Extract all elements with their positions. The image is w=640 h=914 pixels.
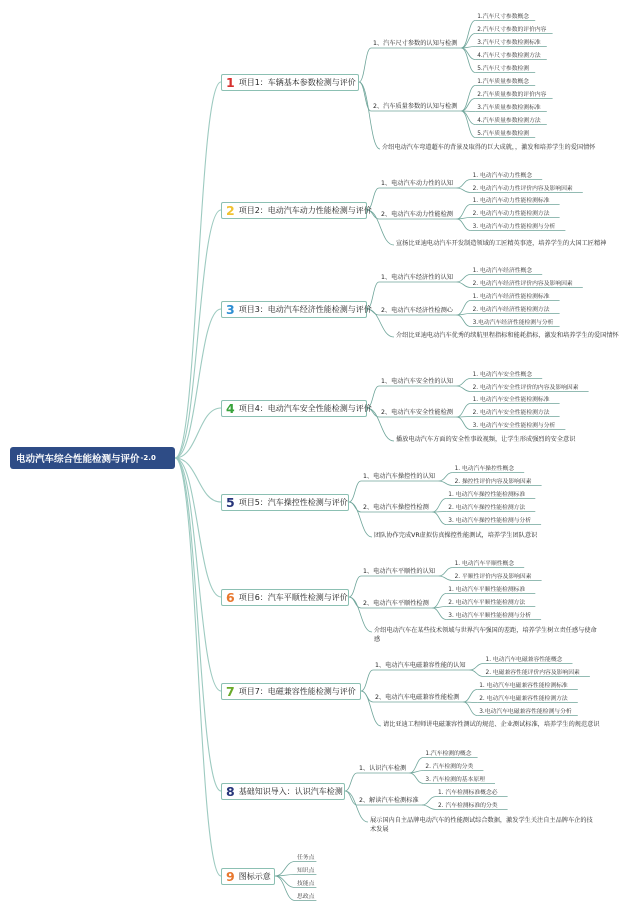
branch-p4-g1-i1 <box>457 379 471 387</box>
branch-p4-g2-i1 <box>457 404 471 418</box>
project-title: 项目6：汽车平顺性检测与评价 <box>238 592 348 602</box>
project-title: 图标示意 <box>238 871 271 881</box>
branch-p6-g2 <box>349 597 361 608</box>
leaf-item: 1.汽车尺寸参数概念 <box>477 13 530 20</box>
leaf-item: 3. 电动汽车动力性能检测与分析 <box>472 223 556 230</box>
project-node-9[interactable] <box>221 868 275 885</box>
project-number: 1 <box>226 74 235 90</box>
branch-p3-g1-i2 <box>457 282 471 288</box>
branch-p2-g1-i2 <box>457 188 471 193</box>
branch-legend-4 <box>275 876 295 901</box>
project-title: 项目2：电动汽车动力性能检测与评价 <box>238 205 372 215</box>
leaf-item: 2. 电磁兼容性能评价内容及影响因素 <box>485 669 580 676</box>
subtopic-label: 1、电动汽车操控性的认知 <box>363 473 435 480</box>
subtopic-label: 1、电动汽车安全性的认知 <box>381 378 453 385</box>
leaf-item: 4.汽车尺寸参数检测方法 <box>477 52 541 59</box>
branch-p6-g2-i1 <box>432 594 446 609</box>
project-number: 5 <box>226 494 235 510</box>
leaf-item: 1.汽车质量参数概念 <box>477 78 530 85</box>
subtopic-label: 2、解读汽车检测标准 <box>359 797 419 804</box>
legend-item: 技能点 <box>297 880 315 887</box>
ideology-description: 播放电动汽车方面的安全性事故视频，让学生形成强烈的安全意识 <box>396 436 576 443</box>
leaf-item: 2. 汽车检测标准的分类 <box>438 802 498 809</box>
branch-project-8 <box>175 458 221 791</box>
project-node-7[interactable] <box>221 683 361 700</box>
leaf-item: 2. 电动汽车动力性能检测方法 <box>472 210 550 217</box>
branch-p1-desc <box>359 82 380 149</box>
branch-legend-3 <box>275 876 295 888</box>
branch-p2-g1-i1 <box>457 180 471 189</box>
branch-p7-g2-i1 <box>463 690 477 703</box>
project-number: 7 <box>226 683 235 699</box>
branch-p8-g1 <box>345 773 357 791</box>
branch-project-2 <box>175 210 221 458</box>
project-node-5[interactable] <box>221 494 349 511</box>
project-title: 项目1：车辆基本参数检测与评价 <box>238 77 356 87</box>
subtopic-label: 1、汽车尺寸参数的认知与检测 <box>373 40 458 47</box>
branch-p5-g1 <box>349 481 361 502</box>
legend-item: 任务点 <box>297 854 315 861</box>
leaf-item: 2. 电动汽车安全性评价的内容及影响因素 <box>472 384 579 391</box>
subtopic-label: 2、电动汽车安全性能检测 <box>381 409 453 416</box>
leaf-item: 2. 汽车检测的分类 <box>425 763 474 770</box>
subtopic-label: 1、电动汽车动力性的认知 <box>381 180 453 187</box>
branch-p7-g1-i1 <box>470 664 484 671</box>
branch-p6-g1-i1 <box>439 568 453 577</box>
leaf-item: 2. 电动汽车操控性能检测方法 <box>448 504 526 511</box>
leaf-item: 2. 电动汽车平顺性能检测方法 <box>448 599 526 606</box>
branch-legend-1 <box>275 862 295 877</box>
subtopic-label: 1、电动汽车电磁兼容性能的认知 <box>375 662 466 669</box>
branch-project-5 <box>175 458 221 502</box>
branch-p8-g1-i3 <box>409 773 423 784</box>
ideology-description: 介绍比亚迪电动汽车优秀的续航里程指标和能耗指标，激发和培养学生的爱国情怀 <box>396 332 619 339</box>
leaf-item: 3. 电动汽车安全性能检测与分析 <box>472 422 556 429</box>
branch-p2-g2-i1 <box>457 205 471 220</box>
ideology-description: 展示国内自主品牌电动汽车的性能测试综合数据，激发学生关注自主品牌车企的技术发展 <box>370 817 593 833</box>
leaf-item: 2. 电动汽车电磁兼容性能检测方法 <box>479 695 568 702</box>
branch-p7-g2-i3 <box>463 702 477 716</box>
leaf-item: 3.电动汽车经济性能检测与分析 <box>472 319 554 326</box>
project-title: 基础知识导入：认识汽车检测 <box>238 786 343 796</box>
root-title: 电动汽车综合性能检测与评价 <box>16 454 140 465</box>
legend-item: 知识点 <box>297 867 315 874</box>
branch-p1-g1-i4 <box>461 48 475 60</box>
project-title: 项目3：电动汽车经济性能检测与评价 <box>238 304 372 314</box>
leaf-item: 1. 电动汽车动力性能检测标准 <box>472 197 550 204</box>
branch-p1-g2-i1 <box>461 86 475 112</box>
branch-p1-g2-i2 <box>461 99 475 112</box>
branch-p7-g1 <box>361 670 373 691</box>
subtopic-label: 1、认识汽车检测 <box>359 765 407 772</box>
subtopic-label: 2、汽车质量参数的认知与检测 <box>373 103 458 110</box>
project-number: 2 <box>226 202 235 218</box>
branch-p6-g2-i3 <box>432 608 446 620</box>
leaf-item: 2. 操控性评价内容及影响因素 <box>454 478 532 485</box>
leaf-item: 1. 电动汽车经济性概念 <box>472 267 533 274</box>
project-number: 3 <box>226 301 235 317</box>
branch-p3-g1-i1 <box>457 275 471 283</box>
project-node-3[interactable] <box>221 301 372 318</box>
branch-p5-g1-i2 <box>439 481 453 486</box>
leaf-item: 2. 平顺性评价内容及影响因素 <box>454 573 532 580</box>
leaf-item: 3.汽车质量参数检测标准 <box>477 104 541 111</box>
leaf-item: 5.汽车质量参数检测 <box>477 130 530 137</box>
leaf-item: 3. 电动汽车操控性能检测与分析 <box>448 517 532 524</box>
branch-p5-g2-i3 <box>432 512 446 525</box>
branch-p1-g1 <box>359 48 371 82</box>
branch-project-7 <box>175 458 221 691</box>
branch-p6-g1-i2 <box>439 576 453 581</box>
branch-p2-g2-i3 <box>457 219 471 231</box>
leaf-item: 2.汽车尺寸参数的评价内容 <box>477 26 547 33</box>
leaf-item: 1. 电动汽车操控性概念 <box>454 465 515 472</box>
leaf-item: 1. 电动汽车动力性概念 <box>472 172 533 179</box>
root-node[interactable] <box>10 447 175 469</box>
project-title: 项目4：电动汽车安全性能检测与评价 <box>238 403 372 413</box>
leaf-item: 1. 电动汽车安全性概念 <box>472 371 533 378</box>
subtopic-label: 2、电动汽车平顺性检测 <box>363 600 429 607</box>
legend-item: 思政点 <box>297 893 315 900</box>
leaf-item: 1. 电动汽车操控性能检测标准 <box>448 491 526 498</box>
leaf-item: 2. 电动汽车安全性能检测方法 <box>472 409 550 416</box>
branch-p3-g2-i1 <box>457 301 471 316</box>
ideology-description: 介绍电动汽车在某些技术领域与世界汽车强国的差距，培养学生树立责任感与使命感 <box>374 627 597 643</box>
leaf-item: 4.汽车质量参数检测方法 <box>477 117 541 124</box>
subtopic-label: 2、电动汽车电磁兼容性能检测 <box>375 694 460 701</box>
branch-p4-g2-i3 <box>457 417 471 430</box>
leaf-item: 1. 电动汽车安全性能检测标准 <box>472 396 550 403</box>
leaf-item: 1. 汽车检测标准概念必 <box>438 789 498 796</box>
branch-p1-g2 <box>359 82 371 111</box>
subtopic-label: 2、电动汽车动力性能检测 <box>381 211 453 218</box>
leaf-item: 1. 电动汽车平顺性概念 <box>454 560 515 567</box>
project-number: 6 <box>226 589 235 605</box>
project-node-6[interactable] <box>221 589 349 606</box>
branch-p8-g2-i1 <box>422 797 436 806</box>
branch-p8-desc <box>345 791 368 822</box>
branch-project-1 <box>175 82 221 458</box>
project-number: 8 <box>226 783 235 799</box>
project-title: 项目5：汽车操控性检测与评价 <box>238 497 348 507</box>
subtopic-label: 2、电动汽车操控性检测 <box>363 504 429 511</box>
leaf-item: 2. 电动汽车经济性评价内容及影响因素 <box>472 280 573 287</box>
ideology-description: 宣扬比亚迪电动汽车开发制造领域的工匠精英事迹，培养学生的大国工匠精神 <box>396 240 607 247</box>
root-version: -2.0 <box>140 454 156 462</box>
branch-p1-g1-i5 <box>461 48 475 73</box>
branch-p5-g2-i1 <box>432 499 446 513</box>
project-number: 4 <box>226 400 235 416</box>
project-node-8[interactable] <box>221 783 345 800</box>
leaf-item: 2.汽车质量参数的评价内容 <box>477 91 547 98</box>
ideology-description: 团队协作完成VR虚拟仿真操控性能测试，培养学生团队意识 <box>374 532 538 539</box>
leaf-item: 1. 电动汽车电磁兼容性能检测标准 <box>479 682 568 689</box>
branch-p5-g2 <box>349 502 361 512</box>
project-node-1[interactable] <box>221 74 359 91</box>
leaf-item: 1.汽车检测的概念 <box>425 750 472 757</box>
leaf-item: 3.汽车尺寸参数检测标准 <box>477 39 541 46</box>
branch-p8-g1-i2 <box>409 771 423 774</box>
branch-p6-g1 <box>349 576 361 597</box>
leaf-item: 1. 电动汽车平顺性能检测标准 <box>448 586 526 593</box>
project-number: 9 <box>226 868 235 884</box>
leaf-item: 3. 汽车检测的基本原理 <box>425 776 485 783</box>
subtopic-label: 2、电动汽车经济性检测心 <box>381 307 453 314</box>
branch-p3-g2-i3 <box>457 315 471 327</box>
branch-p5-g1-i1 <box>439 473 453 482</box>
project-title: 项目7：电磁兼容性能检测与评价 <box>238 686 356 696</box>
branch-p8-g2-i2 <box>422 805 436 810</box>
project-node-2[interactable] <box>221 202 372 219</box>
subtopic-label: 1、电动汽车平顺性的认知 <box>363 568 435 575</box>
subtopic-label: 1、电动汽车经济性的认知 <box>381 274 453 281</box>
project-node-4[interactable] <box>221 400 372 417</box>
branch-p7-g1-i2 <box>470 670 484 677</box>
leaf-item: 1. 电动汽车电磁兼容性能概念 <box>485 656 563 663</box>
leaf-item: 5.汽车尺寸参数检测 <box>477 65 530 72</box>
leaf-item: 2. 电动汽车动力性评价内容及影响因素 <box>472 185 573 192</box>
leaf-item: 1. 电动汽车经济性能检测标准 <box>472 293 550 300</box>
leaf-item: 3.电动汽车电磁兼容性能检测与分析 <box>479 708 572 715</box>
leaf-item: 2. 电动汽车经济性能检测方法 <box>472 306 550 313</box>
leaf-item: 3. 电动汽车平顺性能检测与分析 <box>448 612 532 619</box>
branch-project-9 <box>175 458 221 876</box>
branch-p4-g1-i2 <box>457 386 471 392</box>
ideology-description: 请比亚迪工程师讲电磁兼容性测试的规范、企业测试标准，培养学生的规范意识 <box>383 721 600 728</box>
ideology-description: 介绍电动汽车弯道超车的背景及取得的巨大成就，，激发和培养学生的爱国情怀 <box>382 144 596 151</box>
branch-p1-g2-i4 <box>461 111 475 125</box>
